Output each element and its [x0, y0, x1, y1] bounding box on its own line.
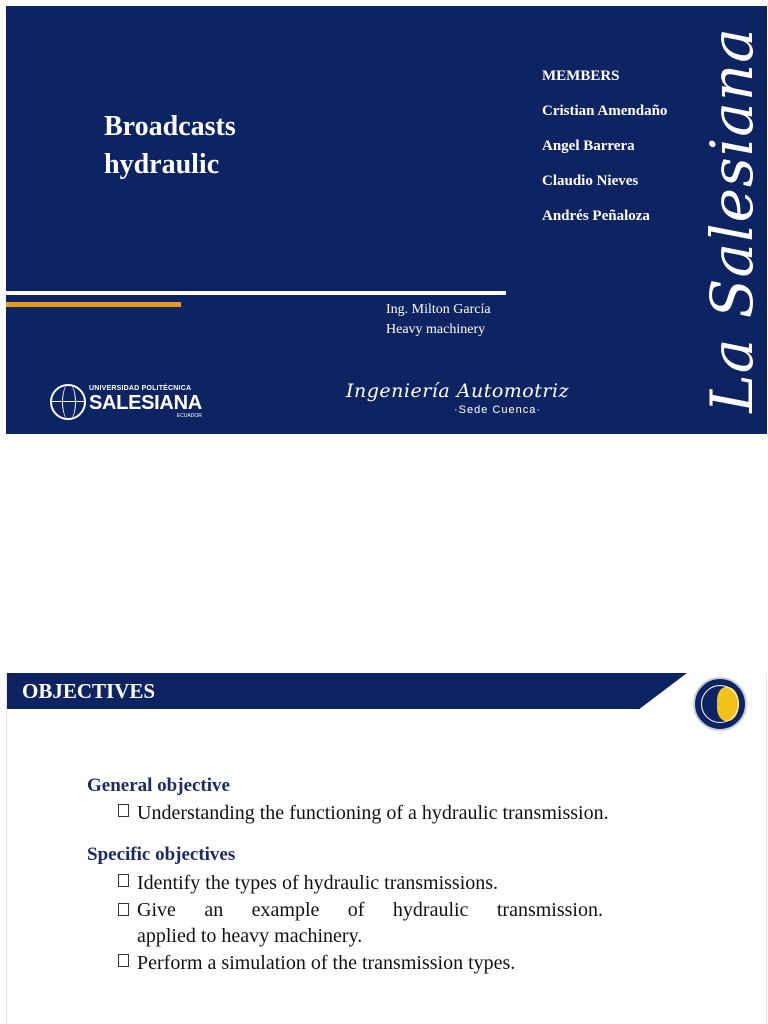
bullet-box-icon	[118, 954, 129, 967]
teacher-name: Ing. Milton García	[386, 302, 491, 317]
title-line-1: Broadcasts	[104, 111, 236, 142]
brand-vertical-label: La Salesiana	[697, 27, 766, 413]
bullet-item	[118, 950, 515, 976]
bullet-item	[118, 870, 498, 896]
logo-text	[89, 385, 202, 419]
bullet-text-continued: applied to heavy machinery.	[137, 925, 363, 947]
globe-icon	[50, 384, 86, 420]
members-heading: MEMBERS	[542, 68, 620, 84]
member-name: Andrés Peñaloza	[542, 208, 650, 224]
course-name: Heavy machinery	[386, 322, 486, 337]
bullet-item	[118, 800, 609, 826]
bullet-item	[118, 897, 603, 923]
specific-objectives-heading: Specific objectives	[87, 844, 236, 865]
objectives-title: OBJECTIVES	[22, 679, 156, 703]
bullet-box-icon	[118, 903, 129, 916]
bullet-text: Give an example of hydraulic transmission.	[137, 899, 603, 921]
brand-vertical-text	[696, 6, 767, 434]
objectives-slide	[6, 673, 767, 1024]
bullet-box-icon	[118, 804, 129, 817]
university-emblem-icon	[693, 677, 747, 731]
logo-line-2: SALESIANA	[89, 392, 202, 414]
white-divider-stripe	[6, 291, 506, 295]
logo-line-3: ECUADOR	[176, 413, 202, 419]
bullet-box-icon	[118, 874, 129, 887]
member-name: Cristian Amendaño	[542, 103, 668, 119]
presentation-title	[104, 108, 236, 184]
faculty-name: Ingeniería Automotriz	[346, 380, 570, 402]
title-line-2: hydraulic	[104, 149, 220, 180]
university-logo	[50, 382, 202, 422]
general-objective-heading: General objective	[87, 775, 230, 796]
teacher-block	[386, 300, 491, 340]
member-name: Claudio Nieves	[542, 173, 639, 189]
bullet-text: Perform a simulation of the transmission types.	[137, 952, 516, 974]
faculty-signature	[346, 380, 569, 416]
orange-accent-stripe	[6, 302, 181, 307]
title-slide	[6, 6, 767, 434]
members-list	[542, 64, 667, 239]
bullet-text: Identify the types of hydraulic transmissions.	[137, 872, 499, 894]
logo-line-1: UNIVERSIDAD POLITÉCNICA	[89, 385, 192, 392]
emblem-globe	[701, 685, 739, 723]
bullet-text: Understanding the functioning of a hydraulic transmission.	[137, 802, 609, 824]
member-name: Angel Barrera	[542, 138, 635, 154]
campus-name: ·Sede Cuenca·	[454, 404, 542, 416]
